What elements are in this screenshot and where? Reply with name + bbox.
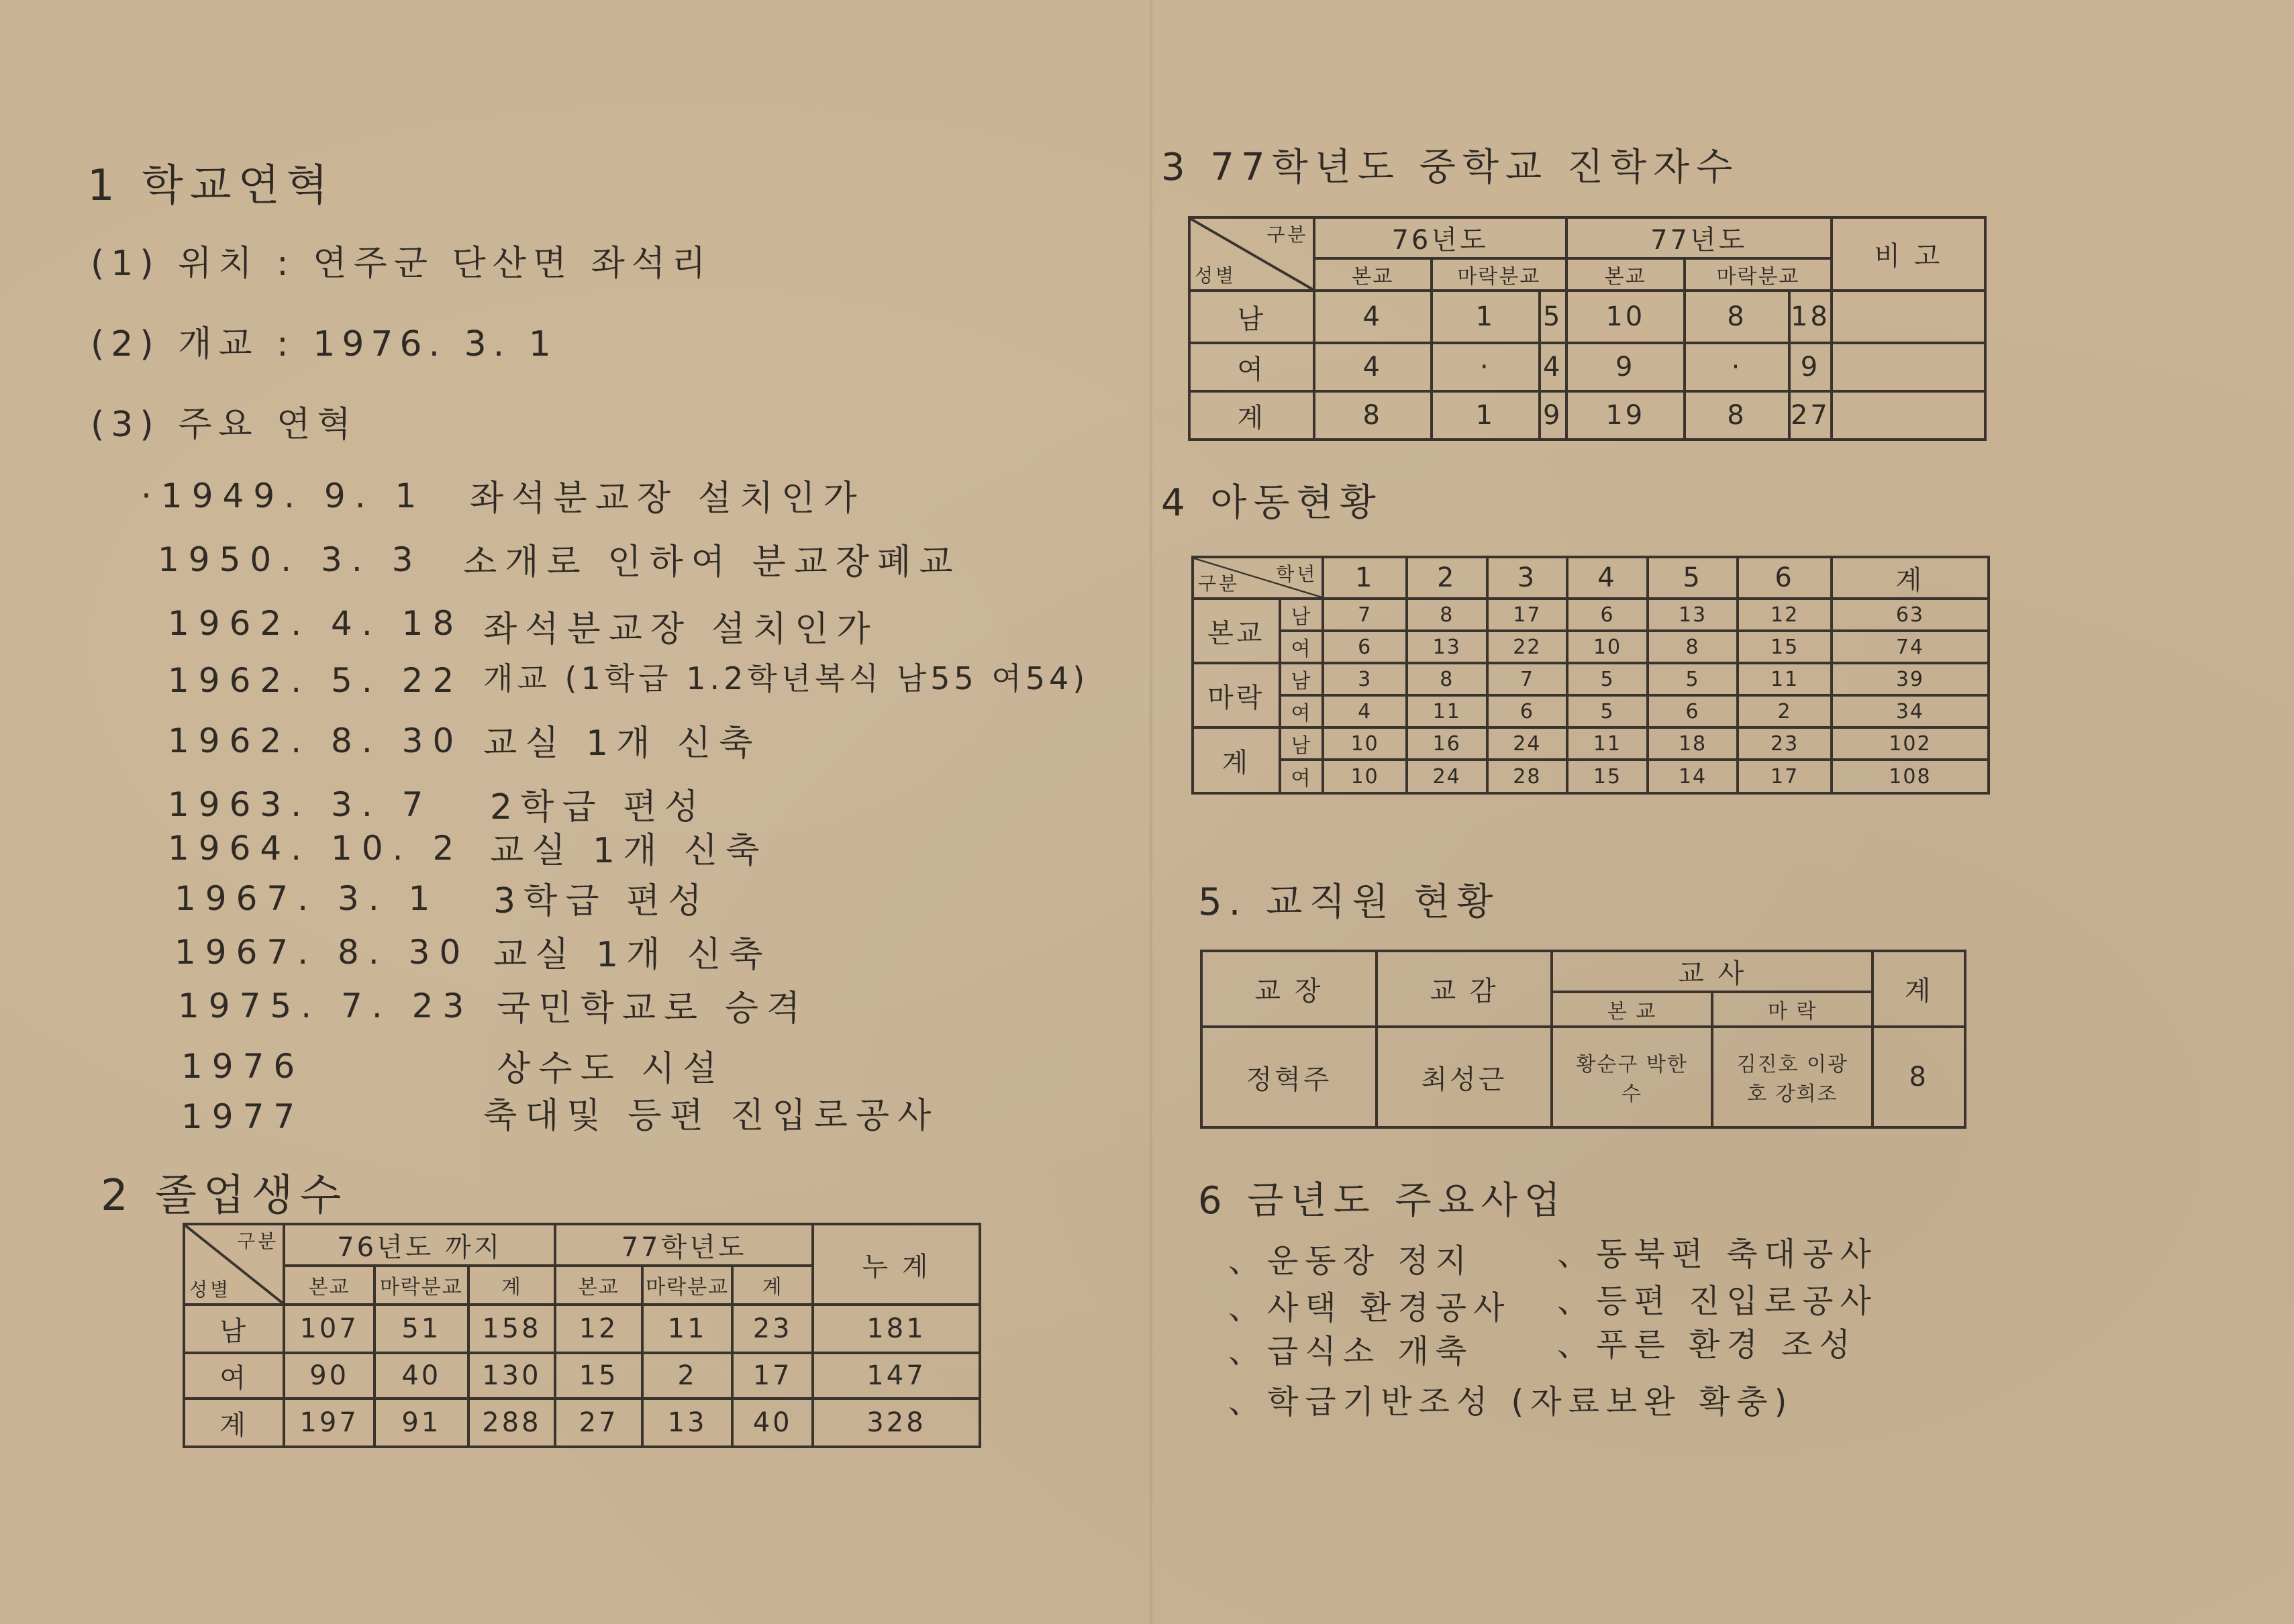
row-label: 여 xyxy=(1189,343,1314,391)
grade-header: 5 xyxy=(1648,557,1738,599)
history-date: 1976 xyxy=(181,1047,305,1086)
diag-label-top: 구분 xyxy=(1266,223,1309,246)
table-cell: 8 xyxy=(1407,599,1487,631)
history-date: ·1949. 9. 1 xyxy=(141,476,426,515)
graduates-diagonal-header xyxy=(184,1224,284,1305)
table-cell: 12 xyxy=(1738,599,1832,631)
diag-label-top: 구분 xyxy=(237,1230,279,1252)
diag-label-bottom: 성별 xyxy=(189,1278,232,1301)
section-2-title: 2 졸업생수 xyxy=(101,1171,348,1221)
table-cell: 6 xyxy=(1648,695,1738,727)
marak-branch-header: 마 락 xyxy=(1712,992,1873,1027)
table-cell: 197 xyxy=(284,1399,375,1447)
staff-table xyxy=(1200,950,1966,1129)
table-cell: 74 xyxy=(1832,631,1989,663)
table-row xyxy=(1189,343,1985,391)
table-cell: 5 xyxy=(1540,291,1566,343)
table-row xyxy=(1189,291,1985,343)
table-cell: 34 xyxy=(1832,695,1989,727)
sub-header: 본교 xyxy=(1314,258,1432,291)
sub-header: 마락분교 xyxy=(375,1266,468,1305)
table-cell: 23 xyxy=(1738,727,1832,760)
row-label: 남 xyxy=(184,1305,284,1353)
table-cell: 40 xyxy=(375,1353,468,1399)
group-label: 마락 xyxy=(1193,663,1280,727)
table-cell: 15 xyxy=(1738,631,1832,663)
main-school-teachers: 황순구 박한수 xyxy=(1552,1027,1712,1127)
sex-label: 여 xyxy=(1280,631,1324,663)
row-label: 계 xyxy=(184,1399,284,1447)
table-cell: · xyxy=(1432,343,1540,391)
grade-header: 2 xyxy=(1407,557,1487,599)
table-cell: 13 xyxy=(1648,599,1738,631)
table-cell: 15 xyxy=(555,1353,642,1399)
table-row xyxy=(1193,727,1989,760)
table-cell: 328 xyxy=(813,1399,980,1447)
table-cell: 63 xyxy=(1832,599,1989,631)
diag-label-top: 학년 xyxy=(1276,563,1318,585)
table-cell: 23 xyxy=(732,1305,813,1353)
history-event: 소개로 인하여 분교장폐교 xyxy=(463,542,961,582)
history-event: 교실 1개 신축 xyxy=(483,723,761,764)
sex-label: 남 xyxy=(1280,727,1324,760)
group-header-77: 77학년도 xyxy=(555,1224,813,1266)
table-cell: 24 xyxy=(1407,760,1487,793)
table-row xyxy=(1201,1027,1965,1127)
grade-header: 계 xyxy=(1832,557,1989,599)
school-opening-date: (2) 개교 : 1976. 3. 1 xyxy=(91,324,558,364)
table-cell: 8 xyxy=(1407,663,1487,695)
table-cell: 40 xyxy=(732,1399,813,1447)
table-cell: 1 xyxy=(1432,291,1540,343)
table-cell: 18 xyxy=(1648,727,1738,760)
table-cell: 107 xyxy=(284,1305,375,1353)
staff-total: 8 xyxy=(1873,1027,1965,1127)
table-row xyxy=(184,1399,980,1447)
table-cell: · xyxy=(1685,343,1789,391)
sub-header: 본교 xyxy=(1566,258,1685,291)
table-cell: 102 xyxy=(1832,727,1989,760)
table-cell: 17 xyxy=(1487,599,1568,631)
sex-label: 여 xyxy=(1280,760,1324,793)
table-cell: 14 xyxy=(1648,760,1738,793)
group-label: 본교 xyxy=(1193,599,1280,663)
history-event: 개교 (1학급 1.2학년복식 남55 여54) xyxy=(483,660,1089,697)
sex-label: 여 xyxy=(1280,695,1324,727)
table-cell: 8 xyxy=(1314,391,1432,440)
table-cell: 6 xyxy=(1487,695,1568,727)
sub-header: 계 xyxy=(468,1266,556,1305)
table-cell: 158 xyxy=(468,1305,556,1353)
table-row xyxy=(1193,663,1989,695)
staff-total-header: 계 xyxy=(1873,951,1965,1027)
row-label: 여 xyxy=(184,1353,284,1399)
sub-header: 계 xyxy=(732,1266,813,1305)
history-date: 1962. 5. 22 xyxy=(168,661,464,700)
entrants-table xyxy=(1188,216,1987,441)
table-cell: 2 xyxy=(1738,695,1832,727)
project-item: 、사택 환경공사 xyxy=(1228,1289,1511,1327)
row-label: 계 xyxy=(1189,391,1314,440)
table-cell: 5 xyxy=(1567,663,1648,695)
history-date: 1975. 7. 23 xyxy=(178,986,474,1025)
history-date: 1962. 8. 30 xyxy=(168,721,464,760)
table-cell: 27 xyxy=(1789,391,1832,440)
diag-label-bottom: 구분 xyxy=(1198,572,1240,595)
history-date: 1950. 3. 3 xyxy=(158,540,423,579)
table-row xyxy=(184,1305,980,1353)
history-event: 좌석분교장 설치인가 xyxy=(483,609,879,650)
principal-name: 정혁주 xyxy=(1201,1027,1377,1127)
table-cell: 27 xyxy=(555,1399,642,1447)
table-cell: 16 xyxy=(1407,727,1487,760)
table-cell: 13 xyxy=(1407,631,1487,663)
table-cell: 4 xyxy=(1314,343,1432,391)
table-cell: 17 xyxy=(732,1353,813,1399)
history-event: 2학급 편성 xyxy=(490,787,707,827)
project-item: 、급식소 개축 xyxy=(1228,1333,1474,1370)
table-cell: 51 xyxy=(375,1305,468,1353)
history-event: 좌석분교장 설치인가 xyxy=(470,478,865,519)
sub-header: 마락분교 xyxy=(1432,258,1566,291)
table-cell: 11 xyxy=(1738,663,1832,695)
marak-teachers: 김진호 이광호 강희조 xyxy=(1712,1027,1873,1127)
table-cell: 9 xyxy=(1789,343,1832,391)
table-cell: 5 xyxy=(1648,663,1738,695)
table-cell: 19 xyxy=(1566,391,1685,440)
table-cell: 9 xyxy=(1540,391,1566,440)
grade-header: 1 xyxy=(1323,557,1407,599)
table-cell: 17 xyxy=(1738,760,1832,793)
group-header-77: 77년도 xyxy=(1566,217,1832,258)
table-cell: 11 xyxy=(642,1305,733,1353)
sex-label: 남 xyxy=(1280,599,1324,631)
table-row xyxy=(1189,391,1985,440)
table-cell: 288 xyxy=(468,1399,556,1447)
grade-header: 6 xyxy=(1738,557,1832,599)
history-date: 1967. 3. 1 xyxy=(174,879,440,918)
table-cell: 3 xyxy=(1323,663,1407,695)
project-item: 、등편 진입로공사 xyxy=(1557,1282,1878,1320)
remark-header: 비 고 xyxy=(1832,217,1985,291)
table-cell: 2 xyxy=(642,1353,733,1399)
school-location: (1) 위치 : 연주군 단산면 좌석리 xyxy=(91,244,713,284)
table-cell: 9 xyxy=(1566,343,1685,391)
history-date: 1963. 3. 7 xyxy=(168,785,433,824)
group-label: 계 xyxy=(1193,727,1280,793)
page-fold xyxy=(1149,0,1153,1624)
teacher-header: 교 사 xyxy=(1552,951,1873,992)
table-cell: 22 xyxy=(1487,631,1568,663)
table-cell: 8 xyxy=(1648,631,1738,663)
students-diagonal-header xyxy=(1193,557,1323,599)
students-table xyxy=(1191,556,1990,795)
table-row xyxy=(1193,631,1989,663)
sex-label: 남 xyxy=(1280,663,1324,695)
group-header-76: 76년도 까지 xyxy=(284,1224,555,1266)
table-cell: 10 xyxy=(1323,727,1407,760)
table-cell: 10 xyxy=(1323,760,1407,793)
history-event: 상수도 시설 xyxy=(497,1049,725,1089)
table-cell: 6 xyxy=(1567,599,1648,631)
table-cell: 4 xyxy=(1314,291,1432,343)
graduates-table xyxy=(183,1223,981,1448)
section-6-title: 6 금년도 주요사업 xyxy=(1198,1179,1567,1223)
table-cell: 24 xyxy=(1487,727,1568,760)
history-event: 국민학교로 승격 xyxy=(497,988,809,1029)
principal-header: 교 장 xyxy=(1201,951,1377,1027)
main-school-header: 본 교 xyxy=(1552,992,1712,1027)
history-date: 1977 xyxy=(181,1097,305,1136)
group-header-76: 76년도 xyxy=(1314,217,1566,258)
table-cell: 1 xyxy=(1432,391,1540,440)
cumulative-header: 누 계 xyxy=(813,1224,980,1305)
table-cell: 91 xyxy=(375,1399,468,1447)
table-cell: 13 xyxy=(642,1399,733,1447)
table-cell: 130 xyxy=(468,1353,556,1399)
history-subtitle: (3) 주요 연혁 xyxy=(91,405,358,445)
table-row xyxy=(1193,599,1989,631)
table-cell: 11 xyxy=(1407,695,1487,727)
table-cell: 11 xyxy=(1567,727,1648,760)
row-label: 남 xyxy=(1189,291,1314,343)
table-cell: 90 xyxy=(284,1353,375,1399)
history-event: 축대및 등편 진입로공사 xyxy=(483,1096,940,1136)
vice-principal-name: 최성근 xyxy=(1377,1027,1552,1127)
table-cell: 7 xyxy=(1323,599,1407,631)
sub-header: 본교 xyxy=(284,1266,375,1305)
table-cell: 8 xyxy=(1685,291,1789,343)
history-date: 1967. 8. 30 xyxy=(174,933,470,972)
entrants-diagonal-header xyxy=(1189,217,1314,291)
table-row xyxy=(1193,760,1989,793)
table-cell: 12 xyxy=(555,1305,642,1353)
project-item: 、학급기반조성 (자료보완 확충) xyxy=(1228,1383,1794,1421)
vice-principal-header: 교 감 xyxy=(1377,951,1552,1027)
history-date: 1962. 4. 18 xyxy=(168,604,464,643)
table-cell xyxy=(1832,291,1985,343)
section-5-title: 5. 교직원 현황 xyxy=(1198,880,1500,924)
history-event: 3학급 편성 xyxy=(493,881,710,921)
table-cell: 18 xyxy=(1789,291,1832,343)
project-item: 、푸른 환경 조성 xyxy=(1557,1326,1857,1364)
table-cell: 7 xyxy=(1487,663,1568,695)
section-1-title: 1 학교연혁 xyxy=(87,161,335,211)
grade-header: 4 xyxy=(1567,557,1648,599)
diag-label-bottom: 성별 xyxy=(1195,264,1237,287)
table-cell: 108 xyxy=(1832,760,1989,793)
table-row xyxy=(1193,695,1989,727)
history-event: 교실 1개 신축 xyxy=(493,935,771,975)
table-cell: 147 xyxy=(813,1353,980,1399)
table-cell: 10 xyxy=(1566,291,1685,343)
table-cell: 10 xyxy=(1567,631,1648,663)
section-3-title: 3 77학년도 중학교 진학자수 xyxy=(1161,146,1740,189)
table-cell: 181 xyxy=(813,1305,980,1353)
table-cell: 39 xyxy=(1832,663,1989,695)
table-row xyxy=(184,1353,980,1399)
project-item: 、운동장 정지 xyxy=(1228,1242,1474,1280)
table-cell: 4 xyxy=(1323,695,1407,727)
history-event: 교실 1개 신축 xyxy=(490,831,768,871)
sub-header: 마락분교 xyxy=(1685,258,1832,291)
table-cell: 28 xyxy=(1487,760,1568,793)
table-cell: 8 xyxy=(1685,391,1789,440)
table-cell: 4 xyxy=(1540,343,1566,391)
sub-header: 마락분교 xyxy=(642,1266,733,1305)
history-date: 1964. 10. 2 xyxy=(168,829,464,868)
table-cell: 15 xyxy=(1567,760,1648,793)
table-cell xyxy=(1832,343,1985,391)
table-cell: 5 xyxy=(1567,695,1648,727)
project-item: 、동북편 축대공사 xyxy=(1557,1235,1878,1273)
grade-header: 3 xyxy=(1487,557,1568,599)
sub-header: 본교 xyxy=(555,1266,642,1305)
section-4-title: 4 아동현황 xyxy=(1161,481,1383,525)
table-cell xyxy=(1832,391,1985,440)
table-cell: 6 xyxy=(1323,631,1407,663)
